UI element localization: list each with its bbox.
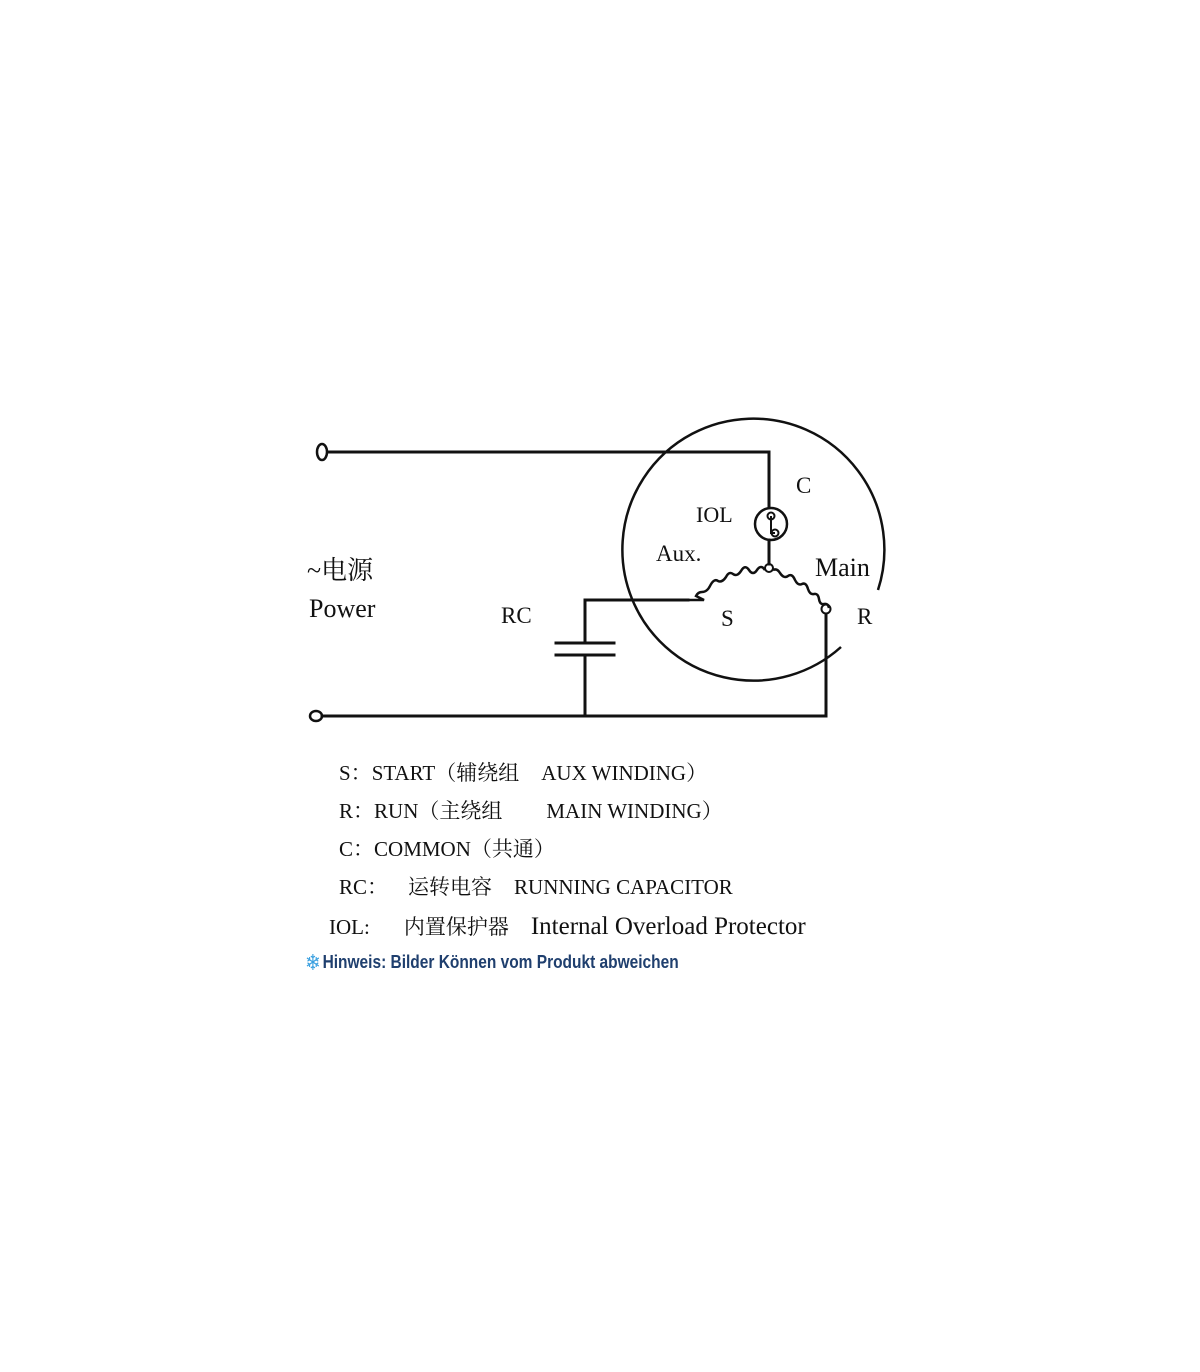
legend-row-rc [339,877,733,898]
disclaimer-note [305,952,679,974]
legend-row-r [339,801,723,822]
legend-key: IOL: [329,915,370,939]
legend-key: RC： [339,875,389,899]
s-label: S [721,606,734,631]
power-label-cn: ~电源 [307,556,374,585]
snowflake-icon: ❄ [305,950,321,975]
iol-label: IOL [696,502,733,527]
power-terminal-top [317,444,327,460]
legend-en: Internal Overload Protector [530,913,806,940]
legend-cn: 内置保护器 [403,915,509,939]
legend-key: C： [339,837,375,861]
legend-en: MAIN WINDING） [546,799,723,823]
main-label: Main [815,553,870,582]
legend-row-iol [329,914,806,939]
r-label: R [857,604,873,629]
legend-cn: START（辅绕组 [371,761,520,785]
power-terminal-bottom [310,711,322,721]
aux-label: Aux. [656,541,702,566]
legend-key: R： [339,799,375,823]
legend-cn: RUN（主绕组 [374,799,503,823]
legend-cn: 运转电容 [408,875,493,899]
aux-winding-coil [688,567,765,600]
legend-cn: COMMON（共通） [374,837,555,861]
r-terminal [822,605,831,614]
legend-row-c [339,839,555,860]
rc-label: RC [501,603,532,628]
c-label: C [796,473,812,498]
power-label-en: Power [309,594,376,623]
legend-key: S： [339,761,372,785]
note-text: Hinweis: Bilder Können vom Produkt abweichen [322,952,679,972]
legend-en: RUNNING CAPACITOR [514,875,733,899]
legend-en: AUX WINDING） [541,761,708,785]
legend-row-s [339,763,707,784]
